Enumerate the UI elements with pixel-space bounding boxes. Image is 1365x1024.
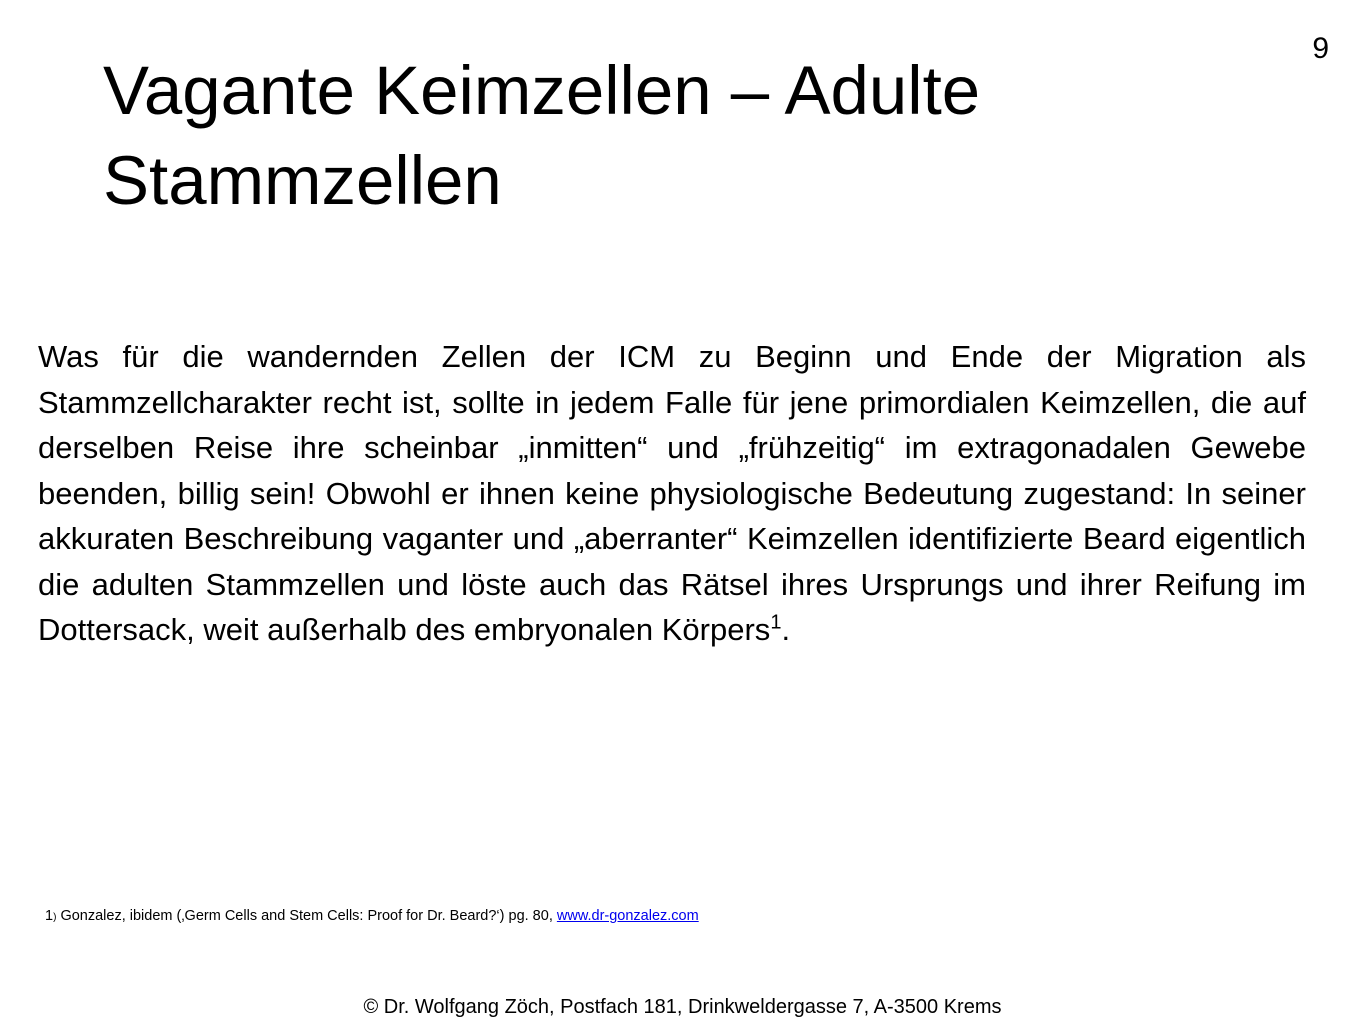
footnote-reference: 1	[770, 611, 782, 634]
footnote-text: Gonzalez, ibidem (‚Germ Cells and Stem Cells: Proof for Dr. Beard?‘) pg. 80,	[56, 908, 557, 924]
body-paragraph	[38, 334, 1306, 653]
footer-copyright: © Dr. Wolfgang Zöch, Postfach 181, Drinkweldergasse 7, A-3500 Krems	[363, 996, 1002, 1018]
body-text-end: .	[781, 612, 791, 647]
footnote-link[interactable]: www.dr-gonzalez.com	[556, 908, 699, 924]
slide-title-line2: Stammzellen	[103, 142, 502, 219]
footnote	[45, 906, 699, 928]
footnote-number: 1	[45, 908, 54, 924]
body-text: Was für die wandernden Zellen der ICM zu Beginn und Ende der Migration als Stammzellcharakter recht ist, sollte in jedem Falle für jene primordialen Keimzellen, die auf derselben Reise ihre scheinbar „inmitten“ und „frühzeitig“ im extragonadalen Gewebe beenden, billig sein! Obwohl er ihnen keine physiologische Bedeutung zugestand: In seiner akkuraten Beschreibung vaganter und „aberranter“ Keimzellen identifizierte Beard eigentlich die adulten Stammzellen und löste auch das Rätsel ihres Ursprungs und ihrer Reifung im Dottersack, weit außerhalb des embryonalen Körpers	[38, 339, 1306, 647]
slide-title-line1: Vagante Keimzellen – Adulte	[103, 52, 981, 129]
page-number: 9	[1312, 32, 1329, 65]
footnote-paren: )	[53, 912, 57, 923]
slide-title	[103, 46, 1263, 226]
